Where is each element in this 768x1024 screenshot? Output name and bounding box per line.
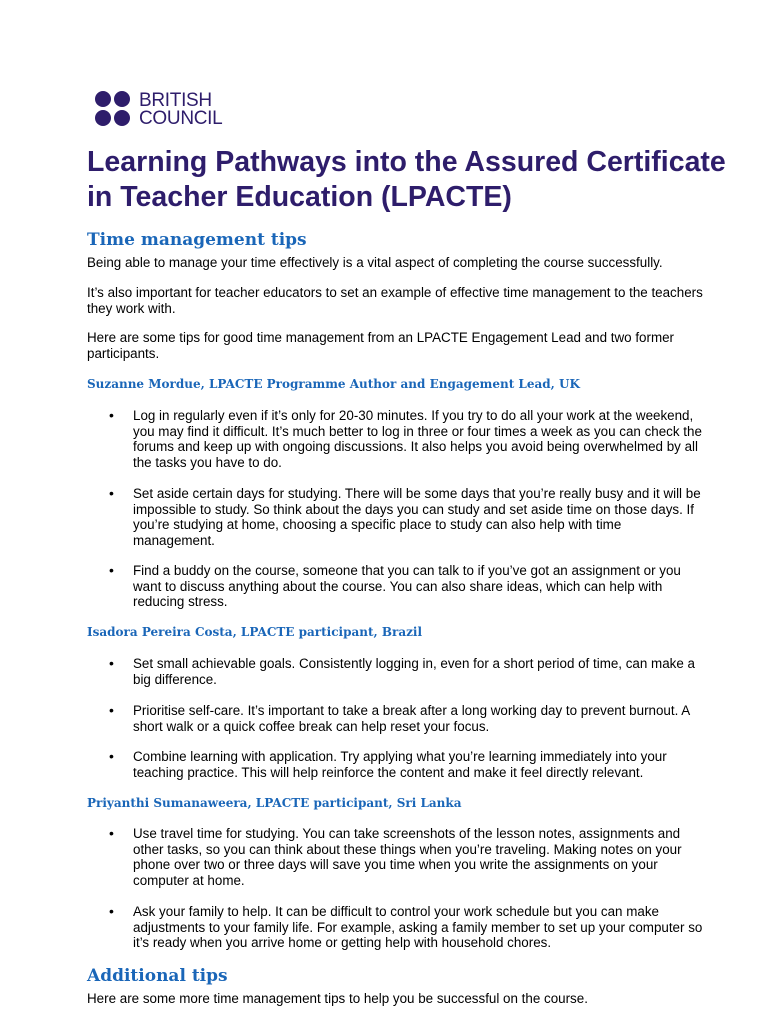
document-title: Learning Pathways into the Assured Certificate in Teacher Education (LPACTE) <box>87 146 726 213</box>
person-heading-suzanne: Suzanne Mordue, LPACTE Programme Author and Engagement Lead, UK <box>87 377 580 391</box>
intro-paragraph-1: Being able to manage your time effectively is a vital aspect of completing the course successfully. <box>87 255 663 270</box>
list-item: • Set small achievable goals. Consistently logging in, even for a short period of time, can make a big difference. <box>133 656 705 687</box>
logo-dots-icon <box>95 91 133 129</box>
list-item: • Combine learning with application. Try applying what you’re learning immediately into your teaching practice. This will help reinforce the content and make it feel directly relevant. <box>133 749 705 780</box>
logo-wordmark <box>139 92 222 128</box>
person-heading-priyanthi: Priyanthi Sumanaweera, LPACTE participant, Sri Lanka <box>87 796 462 810</box>
list-item: • Prioritise self-care. It’s important to take a break after a long working day to prevent burnout. A short walk or a quick coffee break can help reset your focus. <box>133 703 705 734</box>
list-item: • Find a buddy on the course, someone that you can talk to if you’ve got an assignment or you want to discuss anything about the course. You can also share ideas, which can help with reducing stress. <box>133 563 705 610</box>
person-heading-isadora: Isadora Pereira Costa, LPACTE participant, Brazil <box>87 625 423 639</box>
british-council-logo <box>95 91 222 129</box>
logo-line-1: BRITISH <box>139 90 212 111</box>
list-item: • Set aside certain days for studying. There will be some days that you’re really busy and it will be impossible to study. So think about the days you can study and set aside time on those days. If you’re studying at home, choosing a specific place to study can also help with time management. <box>133 486 705 548</box>
section-heading-additional-tips: Additional tips <box>87 966 228 986</box>
list-item: • Use travel time for studying. You can take screenshots of the lesson notes, assignments and other tasks, so you can think about these things when you’re traveling. Making notes on your phone over two or three days will save you time when you write the assignments on your computer at home. <box>133 826 705 888</box>
intro-paragraph-2: It’s also important for teacher educators to set an example of effective time management to the teachers they work with. <box>87 285 703 316</box>
logo-line-2: COUNCIL <box>139 108 223 129</box>
additional-intro-paragraph: Here are some more time management tips to help you be successful on the course. <box>87 991 588 1006</box>
list-item: • Log in regularly even if it’s only for 20-30 minutes. If you try to do all your work at the weekend, you may find it difficult. It’s much better to log in three or four times a week as you can check the forums and keep up with ongoing discussions. It also helps you avoid being overwhelmed by all the tasks you have to do. <box>133 408 705 470</box>
intro-paragraph-3: Here are some tips for good time management from an LPACTE Engagement Lead and two former participants. <box>87 330 675 361</box>
section-heading-time-management: Time management tips <box>87 230 307 250</box>
list-item: • Ask your family to help. It can be difficult to control your work schedule but you can make adjustments to your family life. For example, asking a family member to set up your computer so it’s ready when you arrive home or getting help with household chores. <box>133 904 705 951</box>
